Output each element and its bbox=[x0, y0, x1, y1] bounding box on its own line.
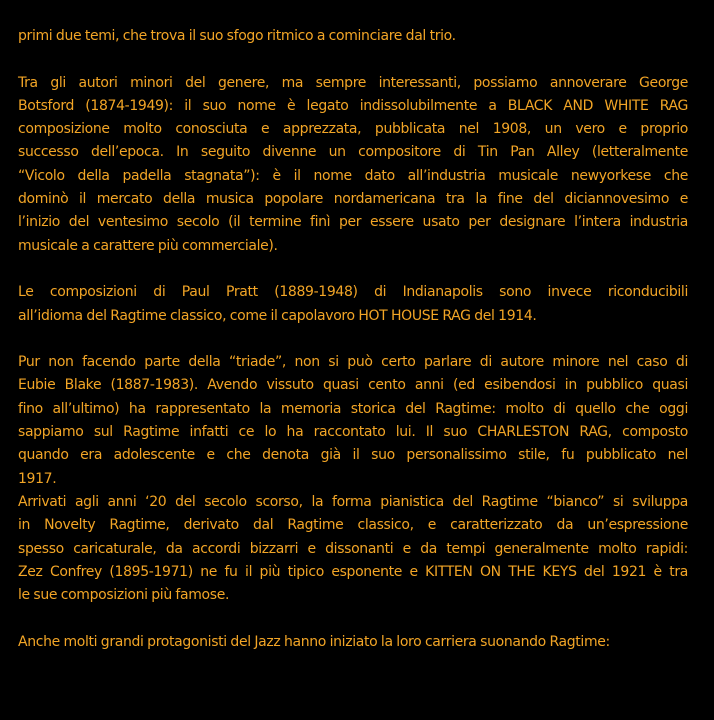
text-line: 1917. bbox=[18, 470, 57, 487]
text-line: successo dell’epoca. In seguito divenne un compositore di Tin Pan Alley (letteralmente bbox=[18, 144, 688, 161]
text-line: spesso caricaturale, da accordi bizzarri e dissonanti e da tempi generalmente molto rapidi: bbox=[18, 540, 688, 557]
text-line: Zez Confrey (1895-1971) ne fu il più tipico esponente e KITTEN ON THE KEYS del 1921 è tra bbox=[18, 563, 688, 580]
text-line: le sue composizioni più famose. bbox=[18, 587, 230, 604]
text-line: Botsford (1874-1949): il suo nome è legato indissolubilmente a BLACK AND WHITE RAG bbox=[18, 97, 688, 114]
text-line: all’idioma del Ragtime classico, come il capolavoro HOT HOUSE RAG del 1914. bbox=[18, 307, 537, 324]
text-line: dominò il mercato della musica popolare nordamericana tra la fine del diciannovesimo e bbox=[18, 191, 688, 208]
text-line: Anche molti grandi protagonisti del Jazz hanno iniziato la loro carriera suonando Ragtime: bbox=[18, 633, 610, 650]
text-line: in Novelty Ragtime, derivato dal Ragtime classico, e caratterizzato da un’espressione bbox=[18, 517, 688, 534]
text-line: Tra gli autori minori del genere, ma sempre interessanti, possiamo annoverare George bbox=[18, 74, 688, 91]
paragraph-novelty bbox=[18, 491, 688, 607]
text-line: Pur non facendo parte della “triade”, non si può certo parlare di autore minore nel caso di bbox=[18, 354, 688, 371]
text-line: quando era adolescente e che denota già il suo personalissimo stile, fu pubblicato nel bbox=[18, 447, 688, 464]
paragraph-blake bbox=[18, 351, 688, 491]
text-line: “Vicolo della padella stagnata”): è il nome dato all’industria musicale newyorkese che bbox=[18, 167, 688, 184]
text-line: primi due temi, che trova il suo sfogo ritmico a cominciare dal trio. bbox=[18, 28, 456, 44]
document-page bbox=[18, 25, 688, 677]
paragraph-botsford bbox=[18, 72, 688, 258]
text-line: sappiamo sul Ragtime infatti ce lo ha raccontato lui. Il suo CHARLESTON RAG, composto bbox=[18, 424, 688, 441]
paragraph-intro bbox=[18, 25, 688, 48]
paragraph-pratt bbox=[18, 281, 688, 328]
text-line: Arrivati agli anni ‘20 del secolo scorso, la forma pianistica del Ragtime “bianco” si sviluppa bbox=[18, 493, 688, 510]
text-line: musicale a carattere più commerciale). bbox=[18, 237, 278, 254]
text-line: composizione molto conosciuta e apprezzata, pubblicata nel 1908, un vero e proprio bbox=[18, 121, 688, 138]
text-line: Le composizioni di Paul Pratt (1889-1948) di Indianapolis sono invece riconducibili bbox=[18, 284, 688, 301]
text-line: fino all’ultimo) ha rappresentato la memoria storica del Ragtime: molto di quello che oggi bbox=[18, 400, 688, 417]
text-line: Eubie Blake (1887-1983). Avendo vissuto quasi cento anni (ed esibendosi in pubblico quasi bbox=[18, 377, 688, 394]
paragraph-jazz bbox=[18, 631, 688, 654]
text-line: l’inizio del ventesimo secolo (il termine finì per essere usato per designare l’intera industria bbox=[18, 214, 688, 231]
